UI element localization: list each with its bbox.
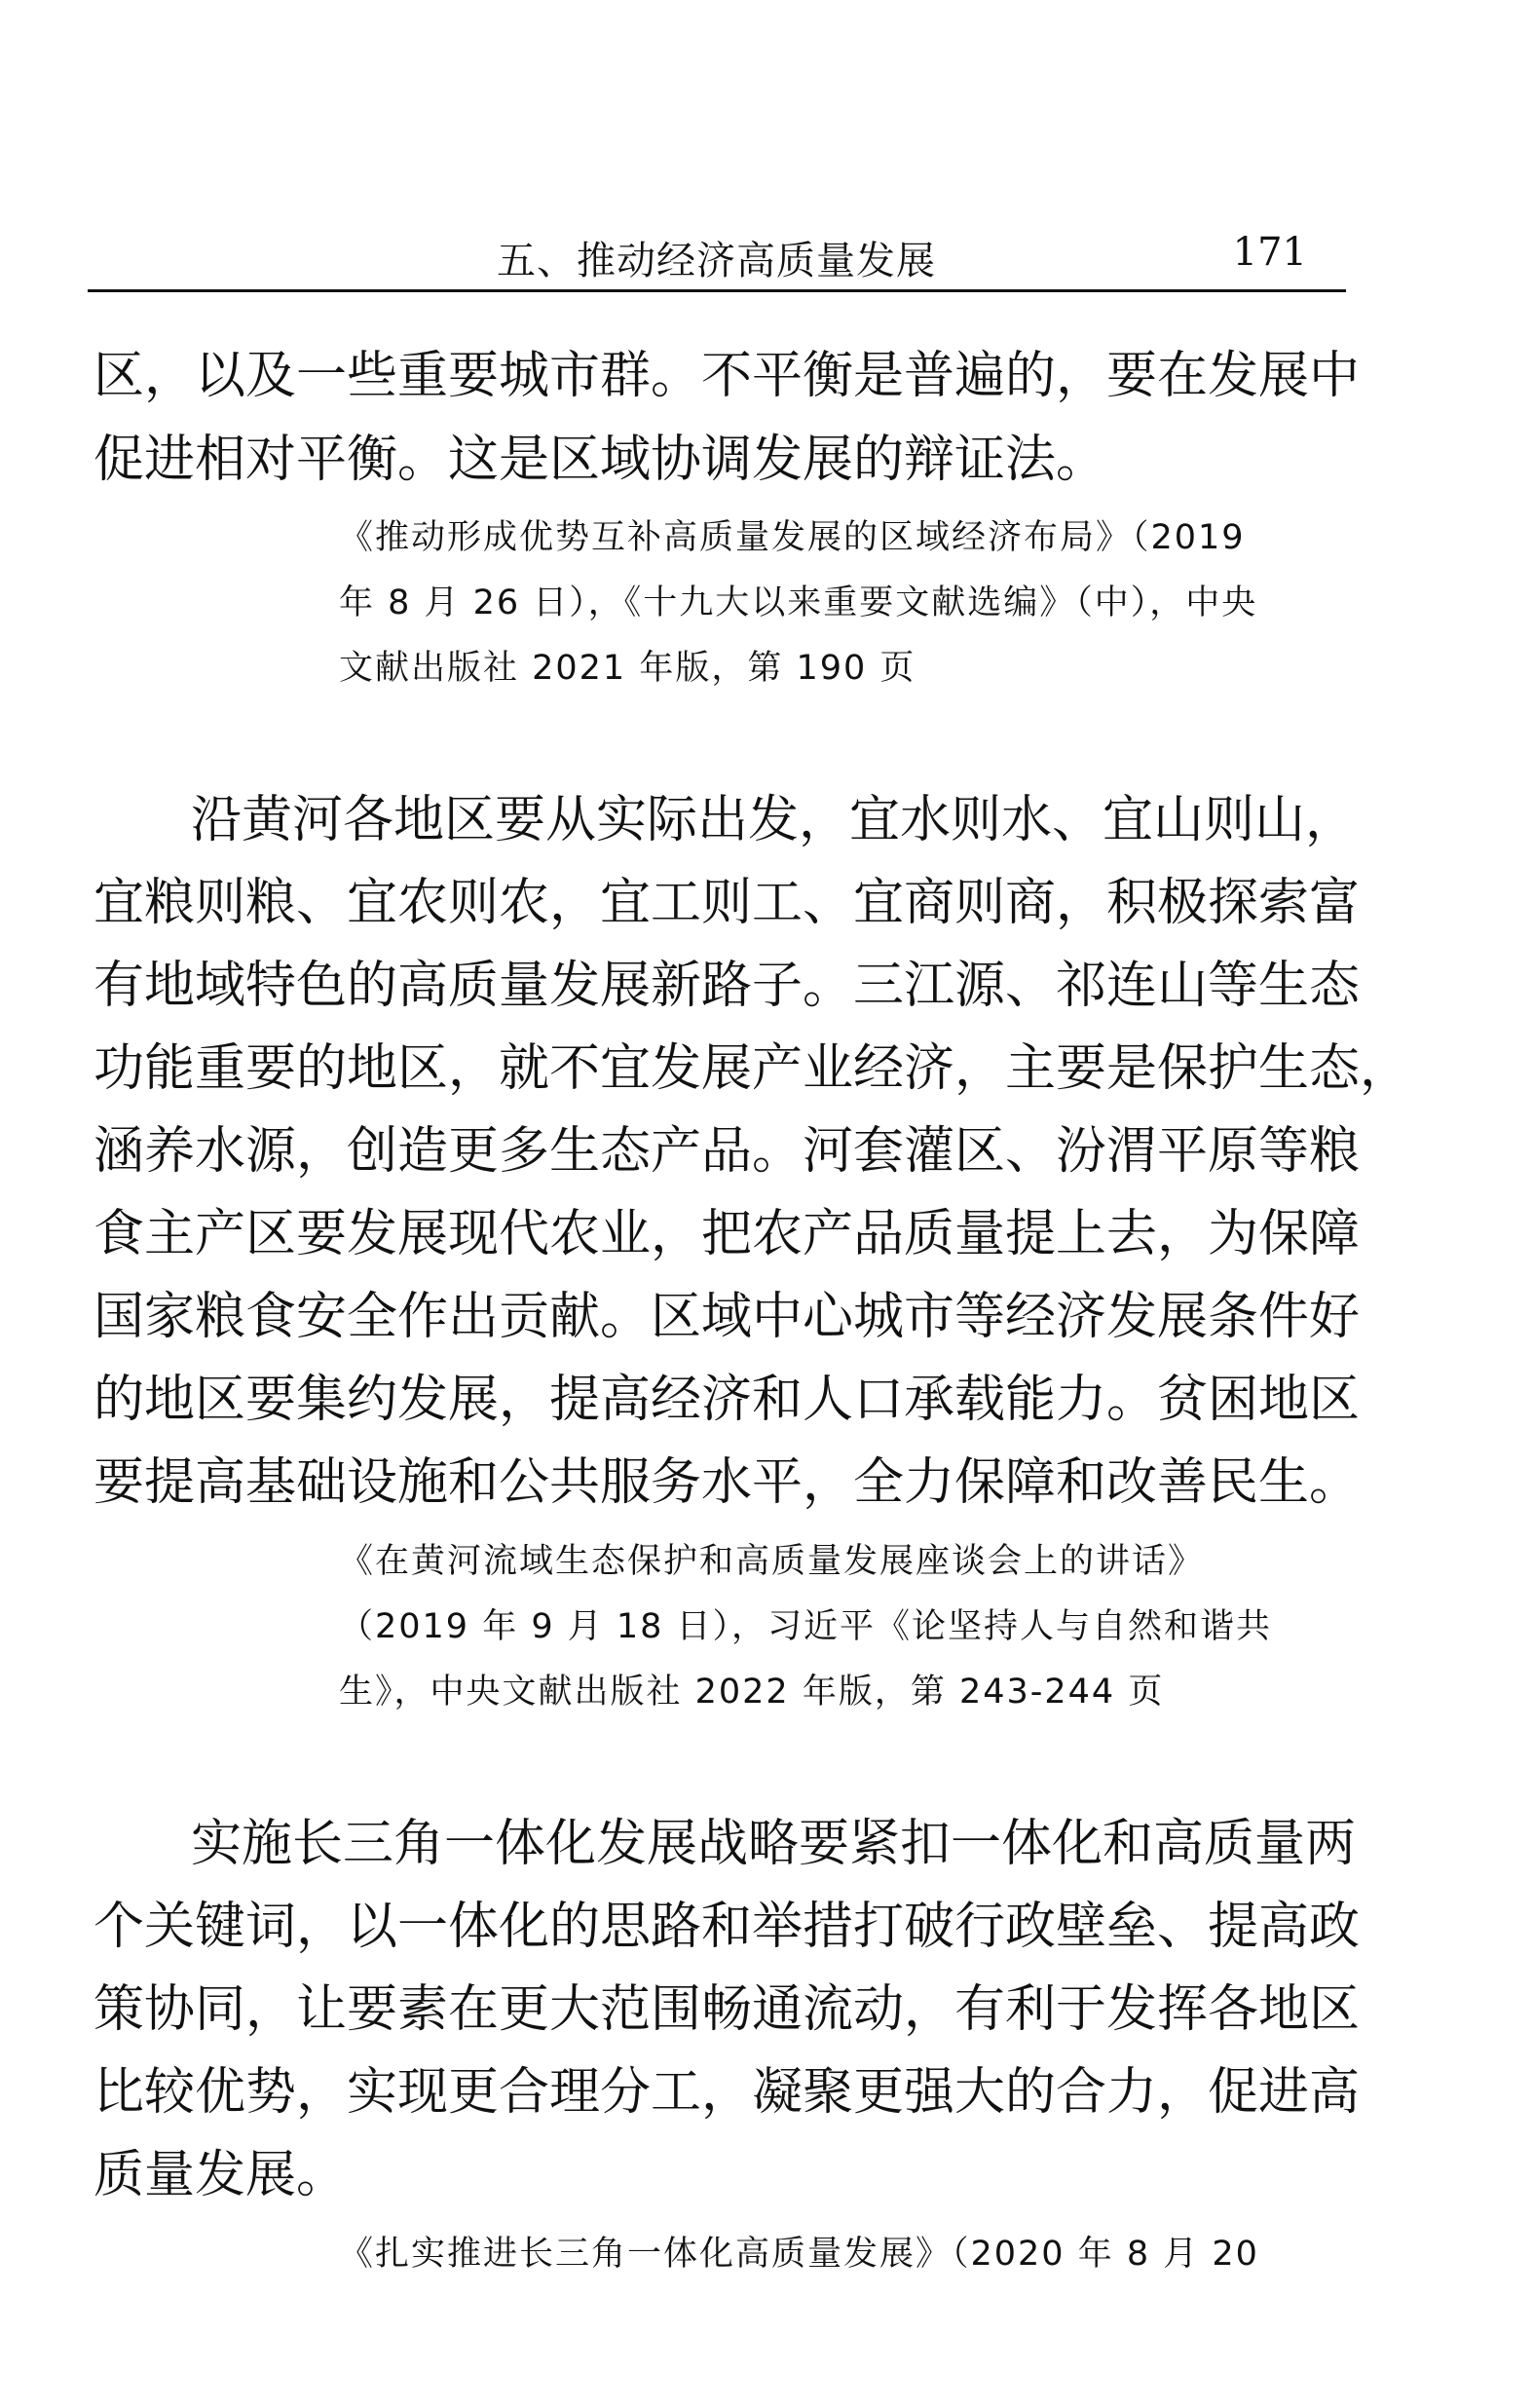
body-text-line: 个关键词，以一体化的思路和举措打破行政壁垒、提高政	[93, 1898, 1361, 1956]
citation-line: 年 8 月 26 日），《十九大以来重要文献选编》（中），中央	[339, 583, 1258, 622]
body-text-line: 区，以及一些重要城市群。不平衡是普遍的，要在发展中	[93, 347, 1361, 405]
body-text-line: 实施长三角一体化发展战略要紧扣一体化和高质量两	[191, 1815, 1357, 1873]
chapter-title: 五、推动经济高质量发展	[497, 239, 936, 283]
citation-line: 生》，中央文献出版社 2022 年版，第 243-244 页	[339, 1673, 1165, 1712]
citation-line: （2019 年 9 月 18 日），习近平《论坚持人与自然和谐共	[339, 1607, 1273, 1646]
body-text-line: 质量发展。	[93, 2146, 348, 2204]
citation-line: 《推动形成优势互补高质量发展的区域经济布局》（2019	[339, 518, 1246, 557]
citation-line: 《在黄河流域生态保护和高质量发展座谈会上的讲话》	[339, 1542, 1205, 1581]
body-text-line: 食主产区要发展现代农业，把农产品质量提上去，为保障	[93, 1205, 1361, 1263]
body-text-line: 功能重要的地区，就不宜发展产业经济，主要是保护生态，	[93, 1039, 1411, 1098]
citation-line: 《扎实推进长三角一体化高质量发展》（2020 年 8 月 20	[339, 2235, 1259, 2274]
body-text-line: 的地区要集约发展，提高经济和人口承载能力。贫困地区	[93, 1371, 1361, 1429]
body-text-line: 涵养水源，创造更多生态产品。河套灌区、汾渭平原等粮	[93, 1122, 1361, 1181]
page-number: 171	[1232, 230, 1307, 275]
body-text-line: 有地域特色的高质量发展新路子。三江源、祁连山等生态	[93, 957, 1361, 1015]
body-text-line: 比较优势，实现更合理分工，凝聚更强大的合力，促进高	[93, 2063, 1361, 2122]
body-text-line: 促进相对平衡。这是区域协调发展的辩证法。	[93, 431, 1107, 489]
header-rule	[88, 289, 1346, 292]
body-text-line: 沿黄河各地区要从实际出发，宜水则水、宜山则山，	[191, 791, 1357, 849]
body-text-line: 宜粮则粮、宜农则农，宜工则工、宜商则商，积极探索富	[93, 874, 1361, 932]
body-text-line: 要提高基础设施和公共服务水平，全力保障和改善民生。	[93, 1453, 1361, 1512]
body-text-line: 国家粮食安全作出贡献。区域中心城市等经济发展条件好	[93, 1288, 1361, 1346]
running-header	[88, 224, 1346, 294]
body-text-line: 策协同，让要素在更大范围畅通流动，有利于发挥各地区	[93, 1980, 1361, 2039]
citation-line: 文献出版社 2021 年版，第 190 页	[339, 649, 916, 688]
